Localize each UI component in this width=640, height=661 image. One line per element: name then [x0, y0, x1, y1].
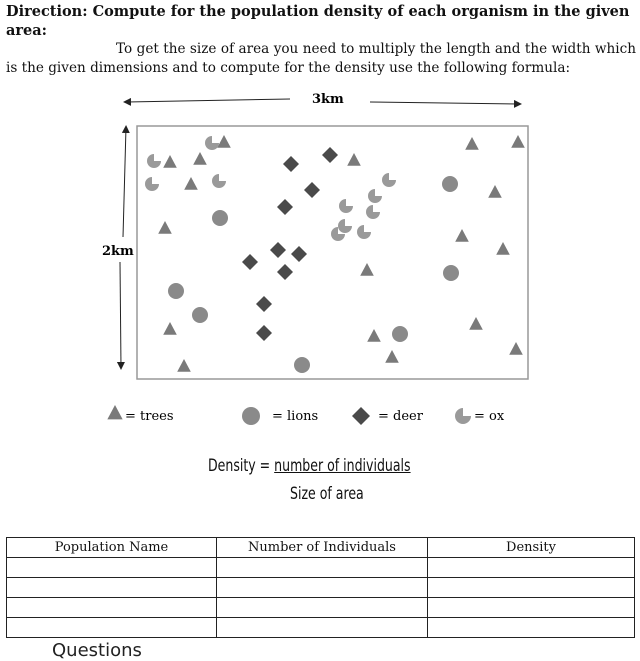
lion-icon: [212, 210, 228, 226]
header-number-of-individuals: Number of Individuals: [217, 538, 428, 558]
height-arrow-up: [123, 127, 126, 237]
tree-icon: [177, 359, 191, 372]
legend-trees-label: = trees: [125, 409, 174, 424]
height-label: 2km: [102, 244, 134, 259]
table-cell[interactable]: [217, 578, 428, 598]
ox-icon: [382, 173, 396, 187]
tree-icon: [163, 322, 177, 335]
direction-heading: Direction: Compute for the population density of each organism in the given area:: [6, 3, 630, 39]
width-arrow-right: [370, 102, 520, 104]
table-row: [7, 598, 635, 618]
tree-icon: [488, 185, 502, 198]
tree-icon: [469, 317, 483, 330]
tree-icon: [193, 152, 207, 165]
ox-icon: [368, 189, 382, 203]
tree-icon: [509, 342, 523, 355]
deer-icon: [277, 264, 293, 280]
organisms-group: [145, 135, 525, 373]
table-cell[interactable]: [7, 618, 217, 638]
deer-icon: [277, 199, 293, 215]
table-cell[interactable]: [428, 598, 635, 618]
deer-icon: [242, 254, 258, 270]
ox-icon: [357, 225, 371, 239]
questions-heading-cut: Questions: [52, 640, 142, 661]
table-row: [7, 618, 635, 638]
table-cell[interactable]: [428, 578, 635, 598]
table-cell[interactable]: [428, 558, 635, 578]
ox-icon: [338, 219, 352, 233]
tree-icon: [107, 405, 122, 419]
table-cell[interactable]: [7, 558, 217, 578]
tree-icon: [385, 350, 399, 363]
ox-icon: [147, 154, 161, 168]
tree-icon: [158, 221, 172, 234]
ox-icon: [205, 136, 219, 150]
header-population-name: Population Name: [7, 538, 217, 558]
table-cell[interactable]: [7, 598, 217, 618]
table-cell[interactable]: [217, 558, 428, 578]
ox-icon: [145, 177, 159, 191]
density-formula: [208, 456, 411, 504]
table-cell[interactable]: [7, 578, 217, 598]
deer-icon: [270, 242, 286, 258]
legend-deer-label: = deer: [378, 409, 423, 424]
tree-icon: [367, 329, 381, 342]
lion-icon: [168, 283, 184, 299]
lion-icon: [294, 357, 310, 373]
table-cell[interactable]: [217, 618, 428, 638]
ox-icon: [212, 174, 226, 188]
deer-icon: [291, 246, 307, 262]
deer-icon: [256, 325, 272, 341]
density-table: [6, 537, 635, 638]
header-density: Density: [428, 538, 635, 558]
tree-icon: [163, 155, 177, 168]
tree-icon: [511, 135, 525, 148]
lion-icon: [442, 176, 458, 192]
tree-icon: [360, 263, 374, 276]
lion-icon: [443, 265, 459, 281]
tree-icon: [496, 242, 510, 255]
deer-icon: [322, 147, 338, 163]
table-row: [7, 558, 635, 578]
formula-denominator: Size of area: [290, 484, 364, 504]
tree-icon: [347, 153, 361, 166]
legend-ox-label: = ox: [474, 409, 505, 424]
lion-icon: [242, 407, 260, 425]
formula-prefix: Density =: [208, 456, 275, 476]
legend-lions-label: = lions: [272, 409, 319, 424]
tree-icon: [455, 229, 469, 242]
ox-icon: [339, 199, 353, 213]
table-row: [7, 578, 635, 598]
lion-icon: [192, 307, 208, 323]
ox-icon: [455, 408, 471, 424]
width-label: 3km: [312, 92, 344, 107]
table-header-row: [7, 538, 635, 558]
tree-icon: [217, 135, 231, 148]
tree-icon: [184, 177, 198, 190]
deer-icon: [256, 296, 272, 312]
height-arrow-down: [120, 262, 121, 368]
deer-icon: [352, 407, 370, 425]
deer-icon: [304, 182, 320, 198]
table-cell[interactable]: [428, 618, 635, 638]
deer-icon: [283, 156, 299, 172]
direction-paragraph: To get the size of area you need to multiply the length and the width which is the given dimensions and to compute for the density use the following formula:: [6, 41, 636, 76]
table-cell[interactable]: [217, 598, 428, 618]
tree-icon: [465, 137, 479, 150]
lion-icon: [392, 326, 408, 342]
ox-icon: [366, 205, 380, 219]
formula-numerator: number of individuals: [274, 456, 411, 476]
width-arrow-left: [125, 99, 290, 102]
